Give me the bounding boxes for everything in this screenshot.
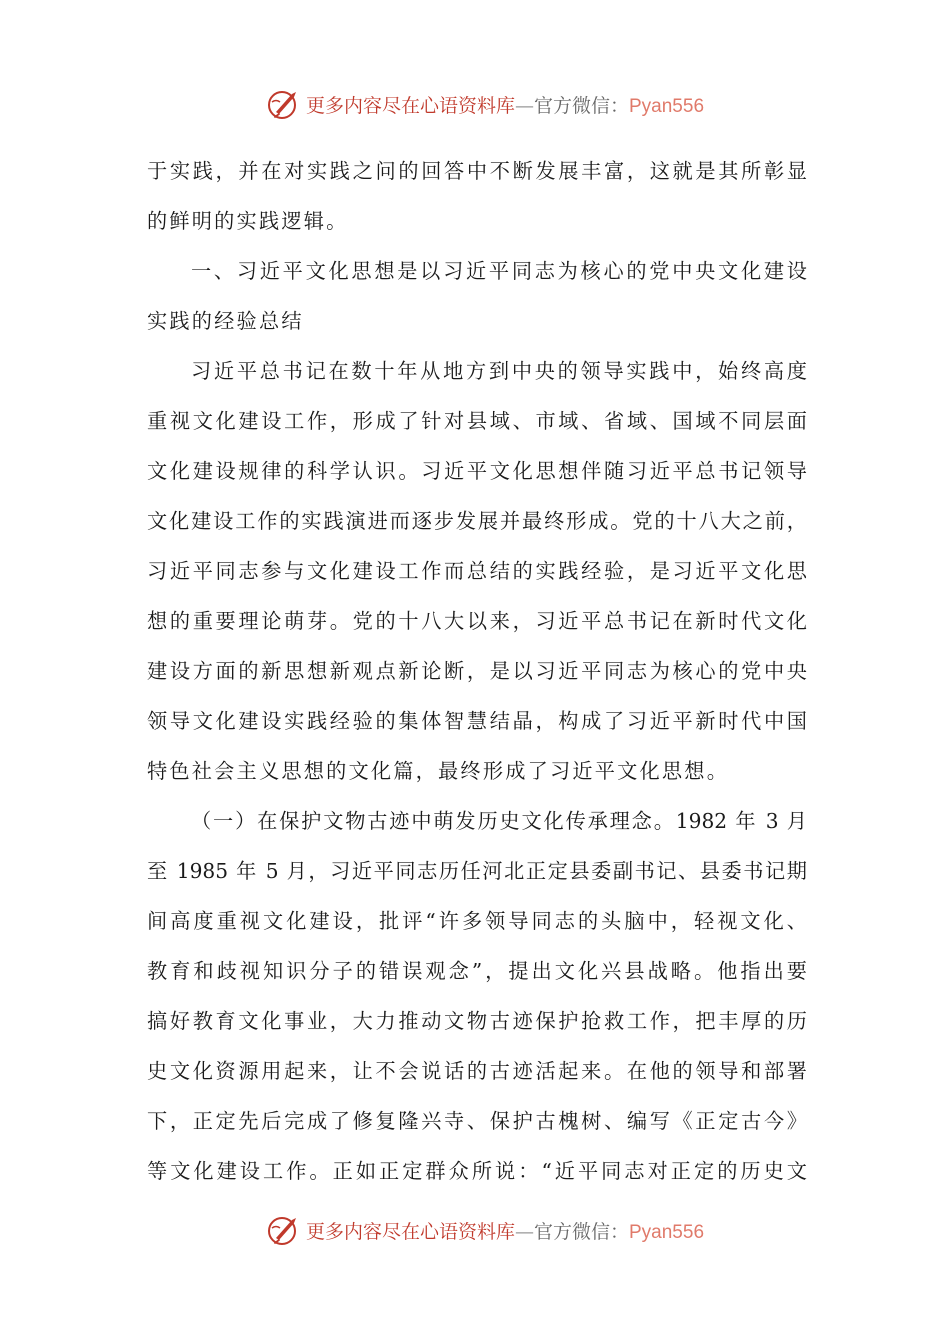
quill-logo-icon: [266, 1212, 302, 1248]
text-line: 至 1985 年 5 月，习近平同志历任河北正定县委副书记、县委书记期: [147, 859, 807, 883]
watermark-wechat-id: Pyan556: [629, 1221, 705, 1243]
header-watermark: [0, 84, 950, 124]
text-line: 史文化资源用起来，让不会说话的古迹活起来。在他的领导和部署: [147, 1059, 807, 1083]
watermark-group: [266, 86, 704, 122]
watermark-site: 更多内容尽在心语资料库: [305, 1220, 515, 1243]
text-line: 间高度重视文化建设，批评“许多领导同志的头脑中，轻视文化、: [147, 909, 807, 933]
text-line: 教育和歧视知识分子的错误观念”，提出文化兴县战略。他指出要: [147, 959, 807, 983]
text-line: 重视文化建设工作，形成了针对县域、市域、省域、国域不同层面: [147, 409, 807, 433]
watermark-text: [306, 91, 704, 118]
quill-logo-icon: [266, 86, 302, 122]
watermark-separator: —: [514, 94, 534, 117]
text-line: 于实践，并在对实践之问的回答中不断发展丰富，这就是其所彰显: [147, 159, 807, 183]
text-line: 的鲜明的实践逻辑。: [147, 209, 349, 233]
text-line: 等文化建设工作。正如正定群众所说：“近平同志对正定的历史文: [147, 1159, 807, 1183]
section-heading-line: 实践的经验总结: [147, 309, 304, 333]
footer-watermark: [0, 1210, 950, 1250]
watermark-site: 更多内容尽在心语资料库: [305, 94, 515, 117]
watermark-text: [306, 1217, 704, 1244]
text-line: 特色社会主义思想的文化篇，最终形成了习近平文化思想。: [147, 759, 730, 783]
text-line: 建设方面的新思想新观点新论断，是以习近平同志为核心的党中央: [147, 659, 807, 683]
subsection-heading-line: （一）在保护文物古迹中萌发历史文化传承理念。1982 年 3 月: [191, 809, 807, 833]
watermark-wechat-label: 官方微信：: [533, 94, 629, 117]
watermark-wechat-id: Pyan556: [629, 95, 705, 117]
text-line: 文化建设规律的科学认识。习近平文化思想伴随习近平总书记领导: [147, 459, 807, 483]
text-line: 领导文化建设实践经验的集体智慧结晶，构成了习近平新时代中国: [147, 709, 807, 733]
text-line: 搞好教育文化事业，大力推动文物古迹保护抢救工作，把丰厚的历: [147, 1009, 807, 1033]
text-line: 想的重要理论萌芽。党的十八大以来，习近平总书记在新时代文化: [147, 609, 807, 633]
document-body: [147, 146, 807, 1196]
watermark-wechat-label: 官方微信：: [533, 1220, 629, 1243]
text-line: 文化建设工作的实践演进而逐步发展并最终形成。党的十八大之前，: [147, 509, 807, 533]
text-line: 下，正定先后完成了修复隆兴寺、保护古槐树、编写《正定古今》: [147, 1109, 807, 1133]
text-line: 习近平同志参与文化建设工作而总结的实践经验，是习近平文化思: [147, 559, 807, 583]
text-line: 习近平总书记在数十年从地方到中央的领导实践中，始终高度: [191, 359, 807, 383]
section-heading-line: 一、习近平文化思想是以习近平同志为核心的党中央文化建设: [191, 259, 807, 283]
watermark-group: [266, 1212, 704, 1248]
watermark-separator: —: [514, 1220, 534, 1243]
